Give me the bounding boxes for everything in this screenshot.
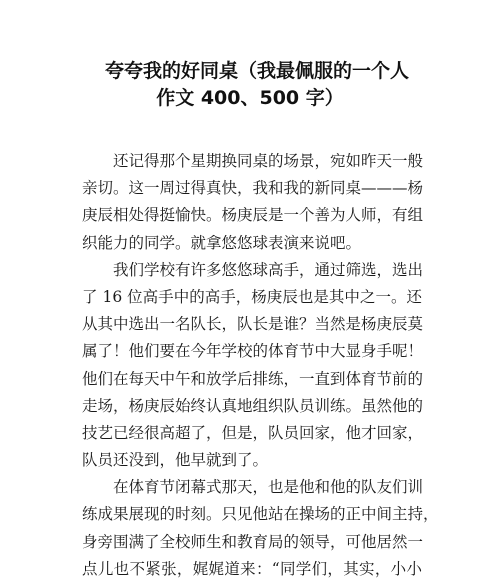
paragraph-line: 亲切。这一周过得真快，我和我的新同桌———杨 — [82, 179, 424, 198]
paragraph-line: 我们学校有许多悠悠球高手，通过筛选，选出 — [113, 260, 424, 279]
paragraph-line: 走场，杨庚辰始终认真地组织队员训练。虽然他的 — [82, 396, 424, 415]
paragraph-line: 织能力的同学。就拿悠悠球表演来说吧。 — [82, 233, 362, 252]
paragraph-line: 从其中选出一名队长，队长是谁？当然是杨庚辰莫 — [82, 315, 424, 334]
paragraph-line: 点儿也不紧张，娓娓道来：“同学们，其实，小小 — [82, 559, 422, 578]
paragraph-line: 身旁围满了全校师生和教育局的领导，可他居然一 — [82, 532, 424, 551]
paragraph-line: 还记得那个星期换同桌的场景，宛如昨天一般 — [113, 152, 424, 170]
paragraph-1 — [82, 148, 422, 257]
title-line-2: 作文 400、500 字） — [156, 87, 344, 109]
title-line-1: 夸夸我的好同桌（我最佩服的一个人 — [104, 60, 409, 82]
paragraph-line: 属了！他们要在今年学校的体育节中大显身手呢！ — [82, 342, 424, 361]
paragraph-line: 队员还没到，他早就到了。 — [82, 451, 269, 470]
paragraph-line: 技艺已经很高超了，但是，队员回家，他才回家， — [82, 423, 424, 442]
paragraph-line: 庚辰相处得挺愉快。杨庚辰是一个善为人师，有组 — [82, 206, 424, 225]
paragraph-line: 在体育节闭幕式那天，也是他和他的队友们训 — [113, 478, 424, 497]
paragraph-line: 他们在每天中午和放学后排练，一直到体育节前的 — [82, 369, 424, 388]
document-body — [82, 148, 439, 583]
paragraph-line: 了 16 位高手中的高手，杨庚辰也是其中之一。还 — [82, 287, 422, 306]
paragraph-line: 练成果展现的时刻。只见他站在操场的正中间主持， — [82, 505, 439, 524]
paragraph-2 — [82, 257, 422, 475]
paragraph-3 — [82, 474, 439, 583]
document-title — [0, 58, 500, 112]
